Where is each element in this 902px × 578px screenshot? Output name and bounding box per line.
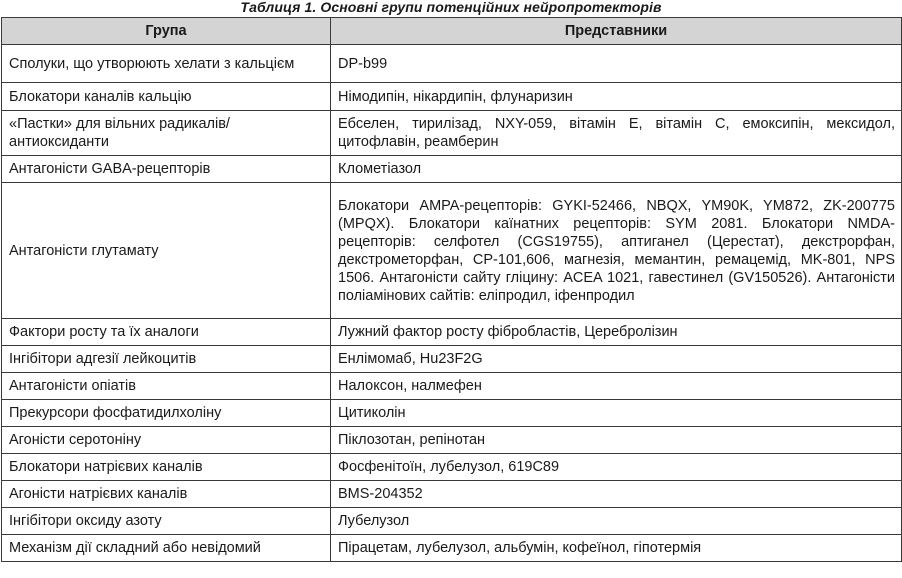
group-cell: Агоністи серотоніну: [2, 427, 331, 454]
group-cell: Інгібітори оксиду азоту: [2, 508, 331, 535]
table-row: [2, 400, 902, 427]
members-cell: Фосфенітоїн, лубелузол, 619C89: [331, 454, 902, 481]
table-row: [2, 83, 902, 111]
members-cell: Енлімомаб, Hu23F2G: [331, 346, 902, 373]
group-cell: Агоністи натрієвих каналів: [2, 481, 331, 508]
members-cell: BMS-204352: [331, 481, 902, 508]
column-header-members: Представники: [331, 18, 902, 45]
table-row: [2, 535, 902, 562]
column-header-group: Група: [2, 18, 331, 45]
table-row: [2, 508, 902, 535]
members-cell: Клометіазол: [331, 156, 902, 183]
members-cell: Ебселен, тирилізад, NXY-059, вітамін Е, вітамін С, емоксипін, мексидол, цитофлавін, реамберин: [331, 111, 902, 156]
table-header-row: [2, 18, 902, 45]
group-cell: Блокатори натрієвих каналів: [2, 454, 331, 481]
members-cell: Цитиколін: [331, 400, 902, 427]
table-row: [2, 454, 902, 481]
table-row: [2, 183, 902, 319]
group-cell: Антагоністи глутамату: [2, 183, 331, 319]
group-cell: Сполуки, що утворюють хелати з кальцієм: [2, 45, 331, 83]
table-row: [2, 156, 902, 183]
table-row: [2, 111, 902, 156]
members-cell: Пірацетам, лубелузол, альбумін, кофеїнол, гіпотермія: [331, 535, 902, 562]
group-cell: Інгібітори адгезії лейкоцитів: [2, 346, 331, 373]
neuroprotectors-table: [1, 17, 902, 562]
table-row: [2, 481, 902, 508]
group-cell: Механізм дії складний або невідомий: [2, 535, 331, 562]
table-row: [2, 346, 902, 373]
members-cell: Лубелузол: [331, 508, 902, 535]
members-cell: DP-b99: [331, 45, 902, 83]
members-cell: Блокатори AMPA-рецепторів: GYKI-52466, NBQX, YM90K, YM872, ZK-200775 (MPQX). Блокатори каїнатних рецепторів: SYM 2081. Блокатори NMDA-рецепторів: селфотел (CGS19755), аптиганел (Церестат), декстрорфан, декстрометорфан, CP-101,606, магнезія, мемантин, ремацемід, MK-801, NPS 1506. Антагоністи сайту гліцину: ACEA 1021, гавестинел (GV150526). Антагоністи поліамінових сайтів: еліпродил, іфенпродил: [331, 183, 902, 319]
group-cell: Антагоністи опіатів: [2, 373, 331, 400]
table-row: [2, 373, 902, 400]
table-row: [2, 319, 902, 346]
group-cell: Прекурсори фосфатидилхоліну: [2, 400, 331, 427]
members-cell: Німодипін, нікардипін, флунаризин: [331, 83, 902, 111]
table-row: [2, 45, 902, 83]
members-cell: Налоксон, налмефен: [331, 373, 902, 400]
group-cell: Блокатори каналів кальцію: [2, 83, 331, 111]
table-caption: Таблиця 1. Основні групи потенційних нейропротекторів: [240, 0, 662, 15]
table-row: [2, 427, 902, 454]
group-cell: Фактори росту та їх аналоги: [2, 319, 331, 346]
members-cell: Лужний фактор росту фібробластів, Церебролізин: [331, 319, 902, 346]
members-cell: Піклозотан, репінотан: [331, 427, 902, 454]
group-cell: Антагоністи GABA-рецепторів: [2, 156, 331, 183]
group-cell: «Пастки» для вільних радикалів/антиоксиданти: [2, 111, 331, 156]
